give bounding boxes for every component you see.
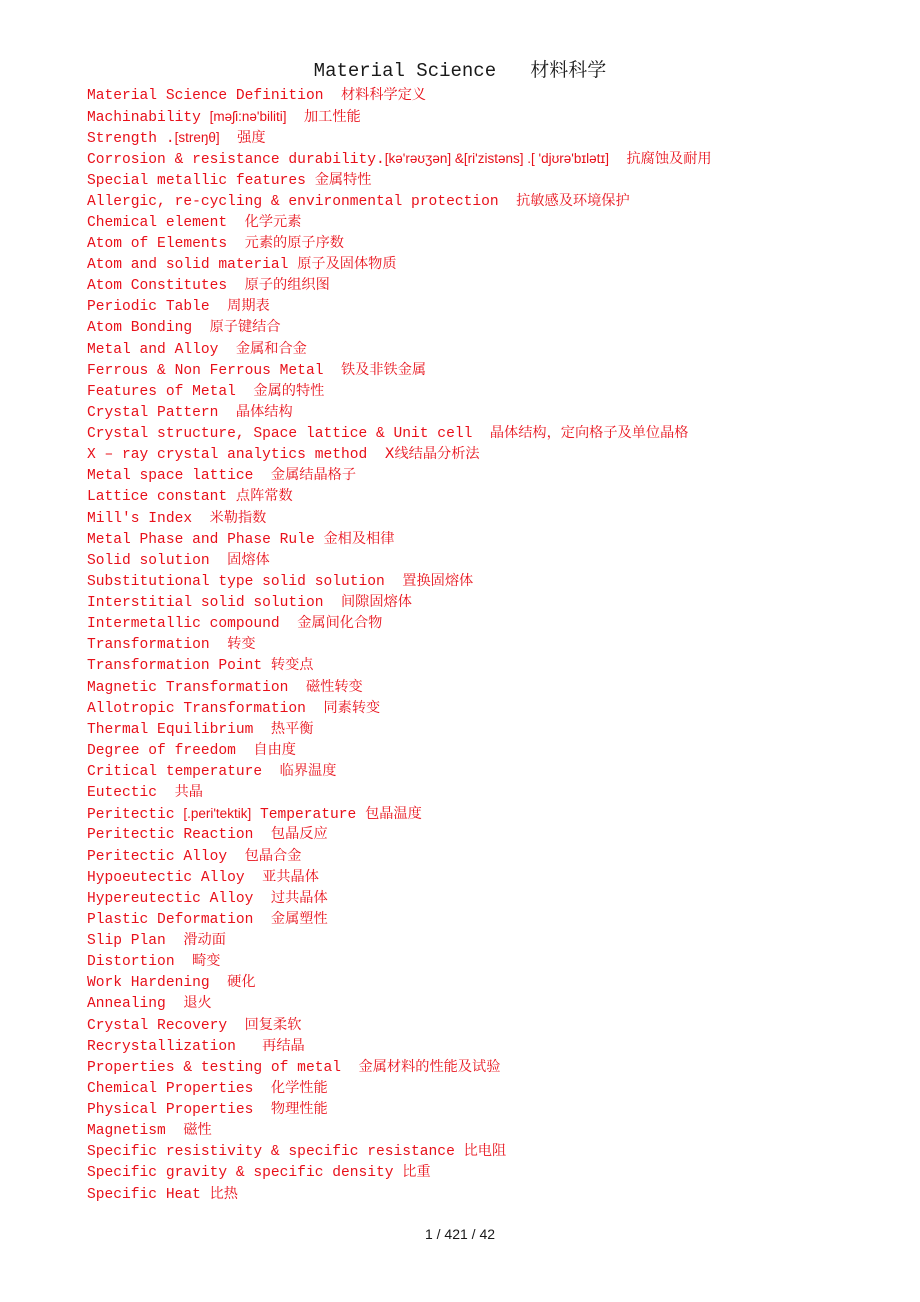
english-term: Metal Phase and Phase Rule <box>87 531 324 548</box>
chinese-term: 退火 <box>183 995 212 1012</box>
glossary-entry <box>87 655 880 676</box>
english-term: Slip Plan <box>87 933 184 949</box>
glossary-entry <box>87 148 880 169</box>
chinese-term: 金属结晶格子 <box>270 467 357 484</box>
english-term: Material Science Definition <box>87 88 341 104</box>
glossary-entry <box>87 698 880 719</box>
glossary-entry <box>87 1120 880 1141</box>
glossary-entry <box>87 867 880 888</box>
glossary-entry <box>87 803 880 824</box>
chinese-term: 包晶温度 <box>365 806 422 823</box>
glossary-entry <box>87 508 880 529</box>
english-term: Chemical Properties <box>87 1080 271 1097</box>
chinese-term: 金相及相律 <box>323 530 395 547</box>
chinese-term: 过共晶体 <box>270 889 328 906</box>
english-term: Temperature <box>251 807 366 824</box>
glossary-entry <box>87 1141 880 1162</box>
phonetic-text: [kə'rəʊʒən] &[ri'zistəns] .[ 'djʊrə'bɪlətɪ] <box>384 151 609 167</box>
glossary-entry <box>87 444 880 465</box>
english-term: Atom Constitutes <box>87 278 245 295</box>
chinese-term: 固熔体 <box>227 551 270 568</box>
glossary-entry <box>87 909 880 930</box>
english-term: Transformation Point <box>87 658 271 675</box>
chinese-term: 磁性 <box>183 1122 212 1139</box>
glossary-entry <box>87 824 880 845</box>
english-term: Magnetic Transformation <box>87 679 306 696</box>
chinese-term: 比电阻 <box>463 1143 507 1160</box>
chinese-term: 金属和合金 <box>235 340 307 357</box>
glossary-entry <box>87 740 880 761</box>
english-term: Magnetism <box>87 1123 184 1140</box>
english-term: Ferrous & Non Ferrous Metal <box>87 362 341 379</box>
glossary-entry <box>87 782 880 803</box>
chinese-term: 包晶反应 <box>270 826 328 843</box>
glossary-entry <box>87 951 880 972</box>
glossary-entry <box>87 972 880 993</box>
glossary-entry <box>87 634 880 655</box>
chinese-term: 滑动面 <box>183 932 226 948</box>
english-term: Special metallic features <box>87 172 315 189</box>
glossary-entry <box>87 465 880 486</box>
english-term <box>609 152 627 168</box>
english-term: Corrosion & resistance durability. <box>87 152 385 169</box>
english-term: Allergic, re-cycling & environmental protection <box>87 193 517 210</box>
chinese-term: 自由度 <box>253 741 296 758</box>
english-term: Specific gravity & specific density <box>87 1165 403 1182</box>
glossary-entry <box>87 529 880 550</box>
chinese-term: 周期表 <box>227 298 270 315</box>
glossary-entry <box>87 85 880 106</box>
english-term: Atom and solid material <box>87 257 298 273</box>
glossary-entry <box>87 592 880 613</box>
chinese-term: 晶体结构，定向格子及单位晶格 <box>489 425 689 441</box>
english-term: Recrystallization <box>87 1038 263 1055</box>
chinese-term: 金属塑性 <box>270 910 328 927</box>
phonetic-text: [.peri'tektik] <box>183 806 252 822</box>
glossary-entry <box>87 127 880 148</box>
glossary-entry <box>87 170 880 191</box>
chinese-term: 转变点 <box>270 657 314 674</box>
english-term: Crystal Recovery <box>87 1017 245 1034</box>
chinese-term: 加工性能 <box>303 109 361 126</box>
english-term: Properties & testing of metal <box>87 1059 359 1076</box>
glossary-entry <box>87 1099 880 1120</box>
english-term: Peritectic Alloy <box>87 848 245 865</box>
glossary-entry <box>87 254 880 275</box>
glossary-entry <box>87 486 880 507</box>
chinese-term: 抗敏感及环境保护 <box>516 192 630 209</box>
english-term: Specific Heat <box>87 1186 210 1203</box>
english-term: Plastic Deformation <box>87 911 271 928</box>
glossary-entry <box>87 613 880 634</box>
chinese-term: 间隙固熔体 <box>340 594 412 610</box>
chinese-term: 热平衡 <box>270 720 314 737</box>
glossary-entry <box>87 191 880 212</box>
phonetic-text: [məʃi:nə'biliti] <box>209 109 287 125</box>
chinese-term: 材料科学定义 <box>340 87 427 103</box>
english-term: Work Hardening <box>87 975 228 992</box>
page-number: 1 / 421 / 42 <box>424 1226 496 1242</box>
glossary-entry <box>87 402 880 423</box>
english-term: Eutectic <box>87 785 175 802</box>
english-term: Peritectic <box>87 807 184 824</box>
chinese-term: 化学元素 <box>244 213 302 230</box>
glossary-entry <box>87 1184 880 1205</box>
english-term: Specific resistivity & specific resistance <box>87 1144 464 1161</box>
chinese-term: 晶体结构 <box>235 403 293 420</box>
chinese-term: 强度 <box>237 130 266 147</box>
english-term: Intermetallic compound <box>87 616 298 633</box>
english-term: Crystal structure, Space lattice & Unit cell <box>87 426 490 442</box>
english-term: Hypoeutectic Alloy <box>87 869 263 886</box>
chinese-term: 金属间化合物 <box>297 615 383 632</box>
glossary-entry <box>87 930 880 951</box>
english-term: Strength . <box>87 131 175 148</box>
english-term <box>286 110 304 126</box>
english-term: Hypereutectic Alloy <box>87 890 271 907</box>
chinese-term: 同素转变 <box>323 699 381 716</box>
glossary-entry <box>87 423 880 444</box>
glossary-entry <box>87 993 880 1014</box>
english-term: Atom Bonding <box>87 320 210 337</box>
glossary-entry <box>87 233 880 254</box>
chinese-term: 物理性能 <box>270 1101 328 1117</box>
english-term <box>220 131 238 147</box>
glossary-entry <box>87 1057 880 1078</box>
glossary-entry <box>87 719 880 740</box>
chinese-term: 金属的特性 <box>253 382 325 399</box>
english-term: Distortion <box>87 954 193 971</box>
chinese-term: 亚共晶体 <box>262 868 319 885</box>
glossary-entry <box>87 381 880 402</box>
english-term: Transformation <box>87 637 228 654</box>
phonetic-text: [streŋθ] <box>174 130 220 146</box>
chinese-term: 原子及固体物质 <box>297 256 397 272</box>
english-term: Critical temperature <box>87 764 280 780</box>
english-term: Annealing <box>87 996 184 1013</box>
glossary-entry <box>87 317 880 338</box>
glossary-entry <box>87 888 880 909</box>
glossary-entry <box>87 1162 880 1183</box>
chinese-term: 磁性转变 <box>305 678 363 695</box>
chinese-term: 畸变 <box>192 953 221 970</box>
english-term: Machinability <box>87 110 210 127</box>
english-term: Metal space lattice <box>87 468 271 485</box>
english-term: Mill's Index <box>87 510 210 527</box>
chinese-term: 置换固熔体 <box>402 572 474 589</box>
chinese-term: 比热 <box>209 1185 238 1202</box>
chinese-term: 回复柔软 <box>244 1016 302 1033</box>
english-term: Physical Properties <box>87 1102 271 1118</box>
chinese-term: 包晶合金 <box>244 847 302 864</box>
glossary-list <box>87 85 880 1205</box>
glossary-entry <box>87 275 880 296</box>
chinese-term: 原子键结合 <box>209 319 281 336</box>
english-term: X – ray crystal analytics method <box>87 447 385 464</box>
english-term: Interstitial solid solution <box>87 595 341 611</box>
chinese-term: 化学性能 <box>270 1079 328 1096</box>
glossary-entry <box>87 339 880 360</box>
english-term: Chemical element <box>87 214 245 231</box>
chinese-term: 共晶 <box>174 784 203 801</box>
glossary-entry <box>87 106 880 127</box>
english-term: Peritectic Reaction <box>87 827 271 844</box>
glossary-entry <box>87 571 880 592</box>
glossary-entry <box>87 677 880 698</box>
chinese-term: 点阵常数 <box>235 488 293 505</box>
english-term: Crystal Pattern <box>87 404 236 421</box>
chinese-term: 金属特性 <box>314 171 372 188</box>
chinese-term: 元素的原子序数 <box>244 234 344 251</box>
chinese-term: 转变 <box>227 636 256 653</box>
glossary-entry <box>87 360 880 381</box>
english-term: Metal and Alloy <box>87 341 236 358</box>
chinese-term: 原子的组织图 <box>244 277 330 294</box>
english-term: Solid solution <box>87 552 228 569</box>
glossary-entry <box>87 1078 880 1099</box>
english-term: Thermal Equilibrium <box>87 721 271 738</box>
page-title: Material Science 材料科学 <box>313 60 607 82</box>
english-term: Periodic Table <box>87 299 228 316</box>
glossary-entry <box>87 846 880 867</box>
english-term: Atom of Elements <box>87 235 245 252</box>
english-term: Allotropic Transformation <box>87 700 324 717</box>
glossary-entry <box>87 1036 880 1057</box>
glossary-entry <box>87 296 880 317</box>
glossary-entry <box>87 550 880 571</box>
chinese-term: X线结晶分析法 <box>384 446 480 463</box>
chinese-term: 硬化 <box>227 974 256 991</box>
english-term: Substitutional type solid solution <box>87 573 403 590</box>
chinese-term: 金属材料的性能及试验 <box>358 1058 501 1075</box>
chinese-term: 比重 <box>402 1164 431 1181</box>
english-term: Degree of freedom <box>87 742 254 759</box>
english-term: Lattice constant <box>87 489 236 506</box>
glossary-entry <box>87 212 880 233</box>
chinese-term: 铁及非铁金属 <box>340 361 427 378</box>
english-term: Features of Metal <box>87 383 254 400</box>
glossary-entry <box>87 1015 880 1036</box>
chinese-term: 再结晶 <box>262 1037 305 1054</box>
chinese-term: 米勒指数 <box>209 509 267 526</box>
chinese-term: 抗腐蚀及耐用 <box>626 151 712 168</box>
chinese-term: 临界温度 <box>279 763 337 779</box>
glossary-entry <box>87 761 880 782</box>
